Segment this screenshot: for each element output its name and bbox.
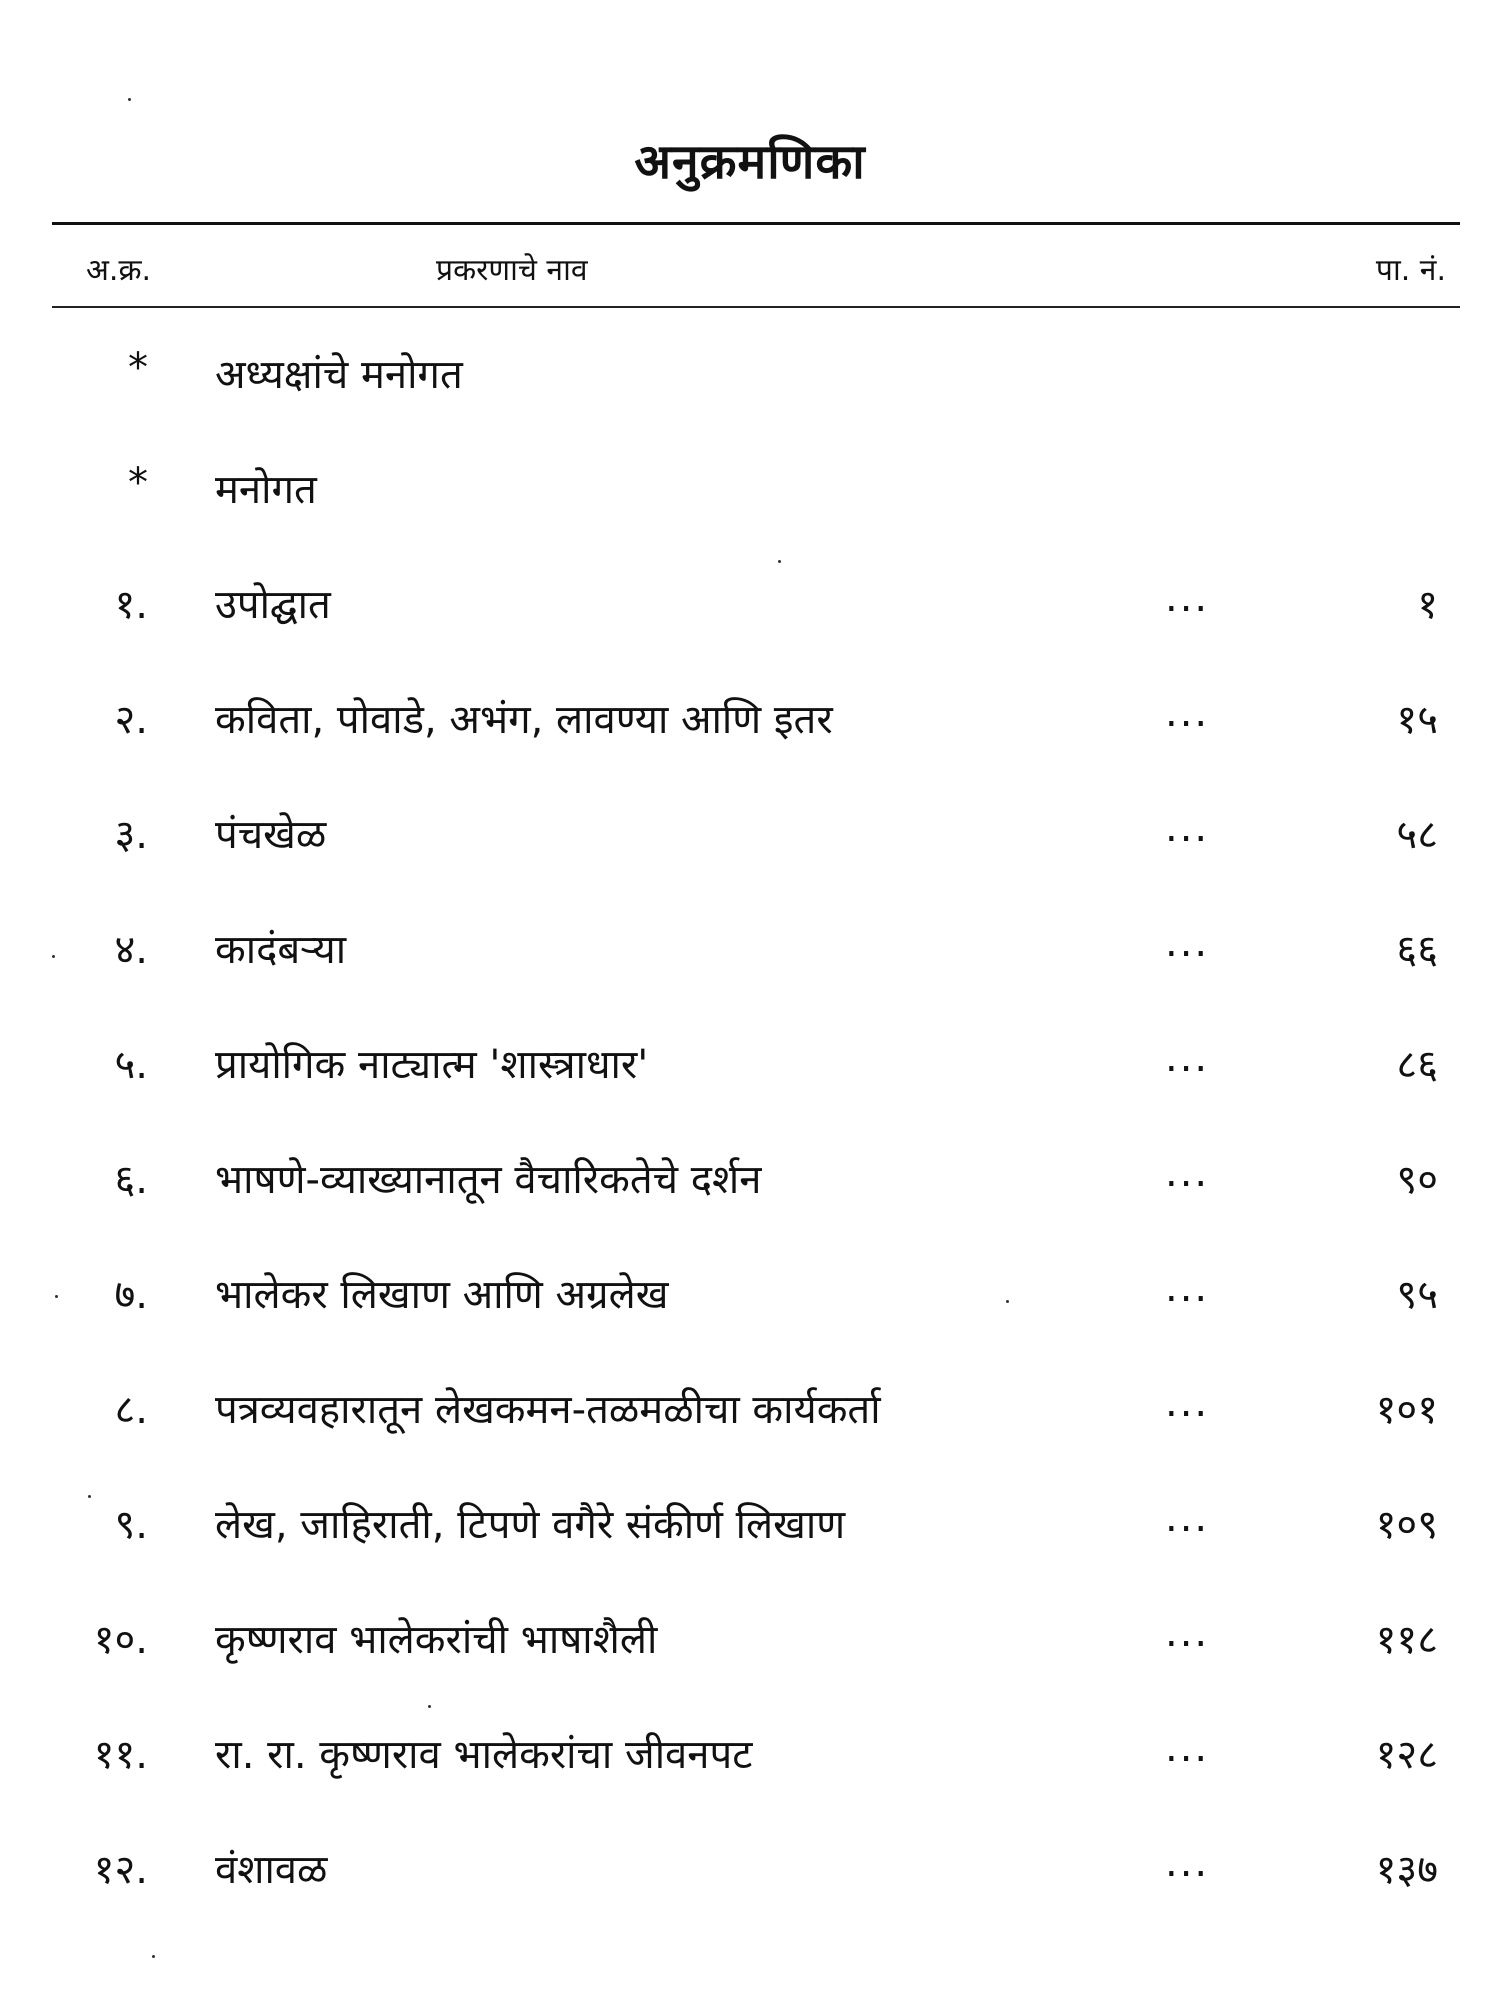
entry-leader: ... <box>1165 690 1210 736</box>
entry-page: ८६ <box>1396 1042 1438 1088</box>
entry-leader: ... <box>1165 1495 1210 1541</box>
entry-number: २. <box>114 697 148 743</box>
entry-number: ३. <box>114 812 148 858</box>
header-top-rule <box>52 222 1460 225</box>
entry-number: ५. <box>114 1042 148 1088</box>
entry-title: भालेकर लिखाण आणि अग्रलेख <box>215 1272 669 1318</box>
toc-entry <box>0 460 1500 575</box>
entry-page: ९५ <box>1396 1272 1438 1318</box>
entry-title: भाषणे-व्याख्यानातून वैचारिकतेचे दर्शन <box>215 1157 762 1203</box>
entry-title: प्रायोगिक नाट्यात्म 'शास्त्राधार' <box>215 1042 649 1088</box>
toc-entry <box>0 920 1500 1035</box>
toc-entry <box>0 1840 1500 1955</box>
entry-number: * <box>128 345 148 391</box>
toc-entry <box>0 1610 1500 1725</box>
entry-title: उपोद्घात <box>215 582 331 628</box>
entry-page: ६६ <box>1396 927 1438 973</box>
entry-leader: ... <box>1165 920 1210 966</box>
entry-number: ४. <box>114 927 148 973</box>
entry-title: वंशावळ <box>215 1847 328 1893</box>
entry-page: १५ <box>1396 697 1438 743</box>
entry-number: ११. <box>93 1732 148 1778</box>
scan-speck <box>55 1295 58 1298</box>
entry-page: ११८ <box>1375 1617 1438 1663</box>
toc-entry <box>0 345 1500 460</box>
entry-number: ६. <box>114 1157 148 1203</box>
entry-leader: ... <box>1165 1725 1210 1771</box>
entry-number: * <box>128 460 148 506</box>
toc-entry <box>0 1265 1500 1380</box>
scan-speck <box>778 560 781 563</box>
entry-title: पंचखेळ <box>215 812 327 858</box>
entry-number: ८. <box>114 1387 148 1433</box>
entry-title: लेख, जाहिराती, टिपणे वगैरे संकीर्ण लिखाण <box>215 1502 846 1548</box>
entry-leader: ... <box>1165 575 1210 621</box>
entry-title: कृष्णराव भालेकरांची भाषाशैली <box>215 1617 658 1663</box>
scan-speck <box>428 1705 431 1708</box>
entry-leader: ... <box>1165 1840 1210 1886</box>
entry-page: ९० <box>1396 1157 1438 1203</box>
toc-list <box>0 345 1500 1955</box>
column-header-page: पा. नं. <box>1375 253 1446 288</box>
toc-entry <box>0 1725 1500 1840</box>
entry-page: १०१ <box>1375 1387 1438 1433</box>
scan-speck <box>52 955 55 958</box>
entry-number: १. <box>114 582 148 628</box>
entry-number: १२. <box>93 1847 148 1893</box>
entry-title: पत्रव्यवहारातून लेखकमन-तळमळीचा कार्यकर्ता <box>215 1387 881 1433</box>
toc-entry <box>0 1035 1500 1150</box>
entry-leader: ... <box>1165 1610 1210 1656</box>
entry-number: ९. <box>114 1502 148 1548</box>
entry-page: १०९ <box>1375 1502 1438 1548</box>
toc-entry <box>0 690 1500 805</box>
entry-leader: ... <box>1165 1265 1210 1311</box>
entry-number: १०. <box>93 1617 148 1663</box>
page-title: अनुक्रमणिका <box>634 134 866 190</box>
toc-entry <box>0 1495 1500 1610</box>
scan-speck <box>1006 1300 1009 1303</box>
entry-title: अध्यक्षांचे मनोगत <box>215 352 463 398</box>
entry-page: १२८ <box>1375 1732 1438 1778</box>
scan-speck <box>128 98 131 101</box>
entry-title: कविता, पोवाडे, अभंग, लावण्या आणि इतर <box>215 697 833 743</box>
column-header-number: अ.क्र. <box>86 253 152 288</box>
entry-page: १३७ <box>1375 1847 1438 1893</box>
entry-title: रा. रा. कृष्णराव भालेकरांचा जीवनपट <box>215 1732 753 1778</box>
scan-speck <box>152 1955 155 1958</box>
header-bottom-rule <box>52 306 1460 308</box>
toc-entry <box>0 575 1500 690</box>
entry-page: ५८ <box>1396 812 1438 858</box>
entry-title: कादंबऱ्या <box>215 927 347 973</box>
entry-title: मनोगत <box>215 467 317 513</box>
column-header-name: प्रकरणाचे नाव <box>436 253 588 288</box>
entry-page: १ <box>1417 582 1438 628</box>
entry-leader: ... <box>1165 805 1210 851</box>
toc-entry <box>0 1150 1500 1265</box>
entry-number: ७. <box>114 1272 148 1318</box>
toc-entry <box>0 805 1500 920</box>
entry-leader: ... <box>1165 1035 1210 1081</box>
toc-entry <box>0 1380 1500 1495</box>
scan-speck <box>88 1495 91 1498</box>
entry-leader: ... <box>1165 1380 1210 1426</box>
entry-leader: ... <box>1165 1150 1210 1196</box>
